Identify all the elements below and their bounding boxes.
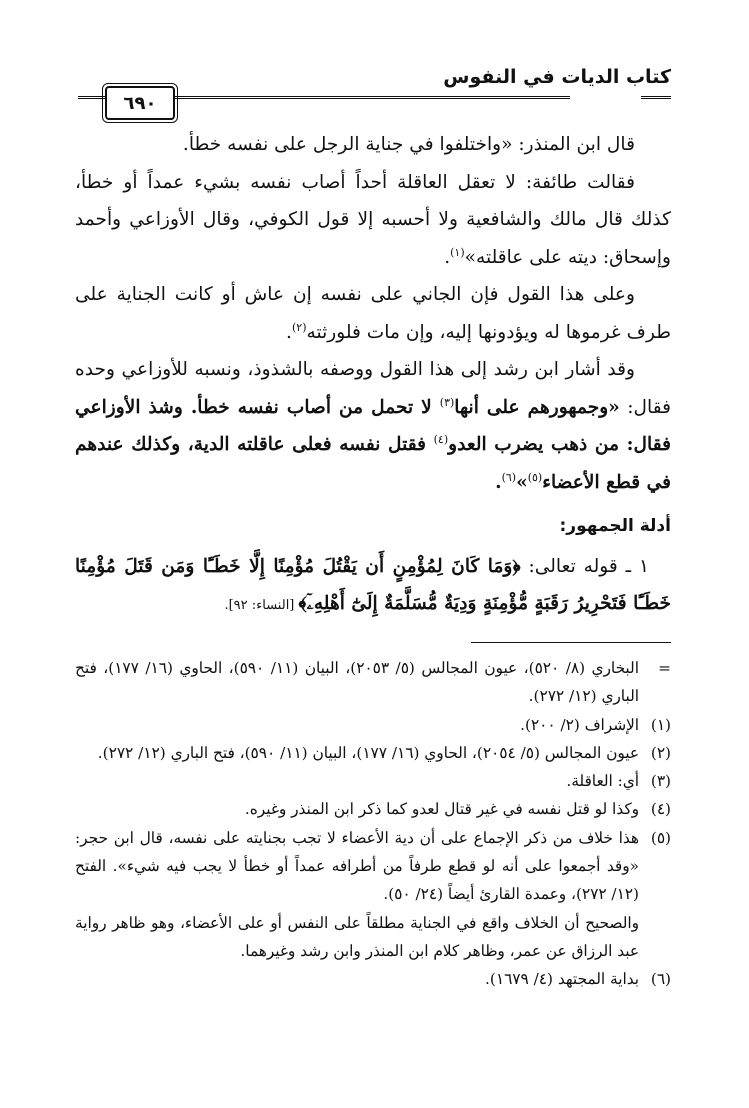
page-number: ٦٩٠ — [105, 86, 175, 120]
footnote-item — [75, 711, 671, 739]
paragraph-2-dot: . — [444, 246, 451, 268]
footnote-item — [75, 824, 671, 909]
footnote-number: (٣) — [650, 772, 671, 791]
footnote-text: البخاري (٨/ ٥٢٠)، عيون المجالس (٥/ ٢٠٥٣)، البيان (١١/ ٥٩٠)، الحاوي (١٦/ ١٧٧)، فتح الباري (١٢/ ٢٧٢). — [75, 659, 639, 706]
main-text — [75, 126, 671, 501]
footnote-continuation: والصحيح أن الخلاف واقع في الجناية مطلقاً على النفس أو على الأعضاء، وهو ظاهر رواية عبد الرزاق عن عمر، وظاهر كلام ابن المنذر وابن رشد وغيرهما. — [75, 913, 639, 960]
quote-part-1: «وجمهورهم على أنها — [454, 396, 620, 418]
paragraph-3 — [75, 276, 671, 351]
footnote-item — [75, 965, 671, 993]
footnote-separator — [471, 642, 671, 643]
quote-part-3: فقتل نفسه فعلى عاقلته الدية، وكذلك عندهم في قطع الأعضاء — [75, 434, 671, 493]
footnote-text: وكذا لو قتل نفسه في غير قتال لعدو كما ذكر ابن المنذر وغيره. — [244, 800, 639, 819]
footnote-item — [75, 654, 671, 711]
footnotes — [75, 654, 671, 994]
footnote-number: (٦) — [650, 970, 671, 989]
footnote-text: عيون المجالس (٥/ ٢٠٥٤)، الحاوي (١٦/ ١٧٧)، البيان (١١/ ٥٩٠)، فتح الباري (١٢/ ٢٧٢). — [97, 743, 639, 762]
running-header-title: كتاب الديات في النفوس — [443, 66, 671, 88]
paragraph-4-intro: وقد أشار ابن رشد إلى هذا القول ووصفه بالشذوذ، ونسبه للأوزاعي وحده فقال: — [75, 359, 671, 418]
paragraph-2 — [75, 164, 671, 277]
footnote-text: هذا خلاف من ذكر الإجماع على أن دية الأعضاء لا تجب بجنايته على نفسه، قال ابن حجر: «وقد أجمعوا على أنه لو قطع طرفاً من أطرافه عمداً أو خطأ لا يجب فيه شيء». الفتح (١٢/ ٢٧٢)، وعمدة القارئ أيضاً (٢٤/ ٥٠). — [75, 828, 639, 904]
footnote-text: أي: العاقلة. — [566, 772, 639, 791]
footnote-ref-5[interactable]: (٥) — [527, 470, 543, 484]
paragraph-4-dot: . — [495, 471, 502, 493]
footnote-item — [75, 739, 671, 767]
verse-reference: [النساء: ٩٢]. — [224, 598, 299, 613]
paragraph-1: قال ابن المنذر: «واختلفوا في جناية الرجل على نفسه خطأ. — [182, 134, 635, 155]
footnote-ref-6[interactable]: (٦) — [501, 470, 517, 484]
header-rule-right — [641, 96, 671, 99]
section-heading: أدلة الجمهور: — [559, 516, 671, 536]
footnote-number: = — [658, 659, 671, 677]
footnote-number: (٥) — [650, 828, 671, 847]
footnote-item — [75, 795, 671, 823]
paragraph-2-text: فقالت طائفة: لا تعقل العاقلة أحداً أصاب نفسه بشيء عمداً أو خطأ، كذلك قال مالك والشافعية ولا أحسبه إلا قول الكوفي، وقال الأوزاعي وأحمد وإسحاق: ديته على عاقلته» — [75, 171, 671, 268]
footnote-ref-1[interactable]: (١) — [450, 245, 465, 259]
footnote-number: (٢) — [650, 743, 671, 762]
footnote-text: بداية المجتهد (٤/ ١٦٧٩). — [485, 970, 639, 989]
footnote-number: (١) — [650, 715, 671, 734]
paragraph-3-text: وعلى هذا القول فإن الجاني على نفسه إن عاش أو كانت الجناية على طرف غرموها له ويؤدونها إليه، وإن مات فلورثته — [75, 284, 671, 343]
evidence-item-1-lead: ١ ـ قوله تعالى: — [520, 556, 649, 577]
footnote-ref-3[interactable]: (٣) — [439, 395, 455, 409]
footnote-ref-2[interactable]: (٢) — [291, 320, 307, 334]
footnote-number: (٤) — [650, 800, 671, 819]
footnote-ref-4[interactable]: (٤) — [433, 432, 449, 446]
quote-close: » — [516, 471, 528, 493]
footnote-text: الإشراف (٢/ ٢٠٠). — [520, 715, 639, 734]
paragraph-3-dot: . — [286, 321, 292, 343]
quote-part-2: لا تحمل من أصاب نفسه خطأ. وشذ الأوزاعي فقال: من ذهب يضرب العدو — [75, 396, 671, 455]
paragraph-4 — [75, 351, 671, 501]
evidence-item-1 — [75, 548, 671, 624]
quran-verse: ﴿وَمَا كَانَ لِمُؤْمِنٍ أَن يَقْتُلَ مُؤْمِنًا إِلَّا خَطَـًٔا وَمَن قَتَلَ مُؤْمِنًا خَطَـًٔا فَتَحْرِيرُ رَقَبَةٍ مُّؤْمِنَةٍ وَدِيَةٌ مُّسَلَّمَةٌ إِلَىٰٓ أَهْلِهِۦٓ﴾ — [75, 556, 671, 614]
footnote-item — [75, 767, 671, 795]
